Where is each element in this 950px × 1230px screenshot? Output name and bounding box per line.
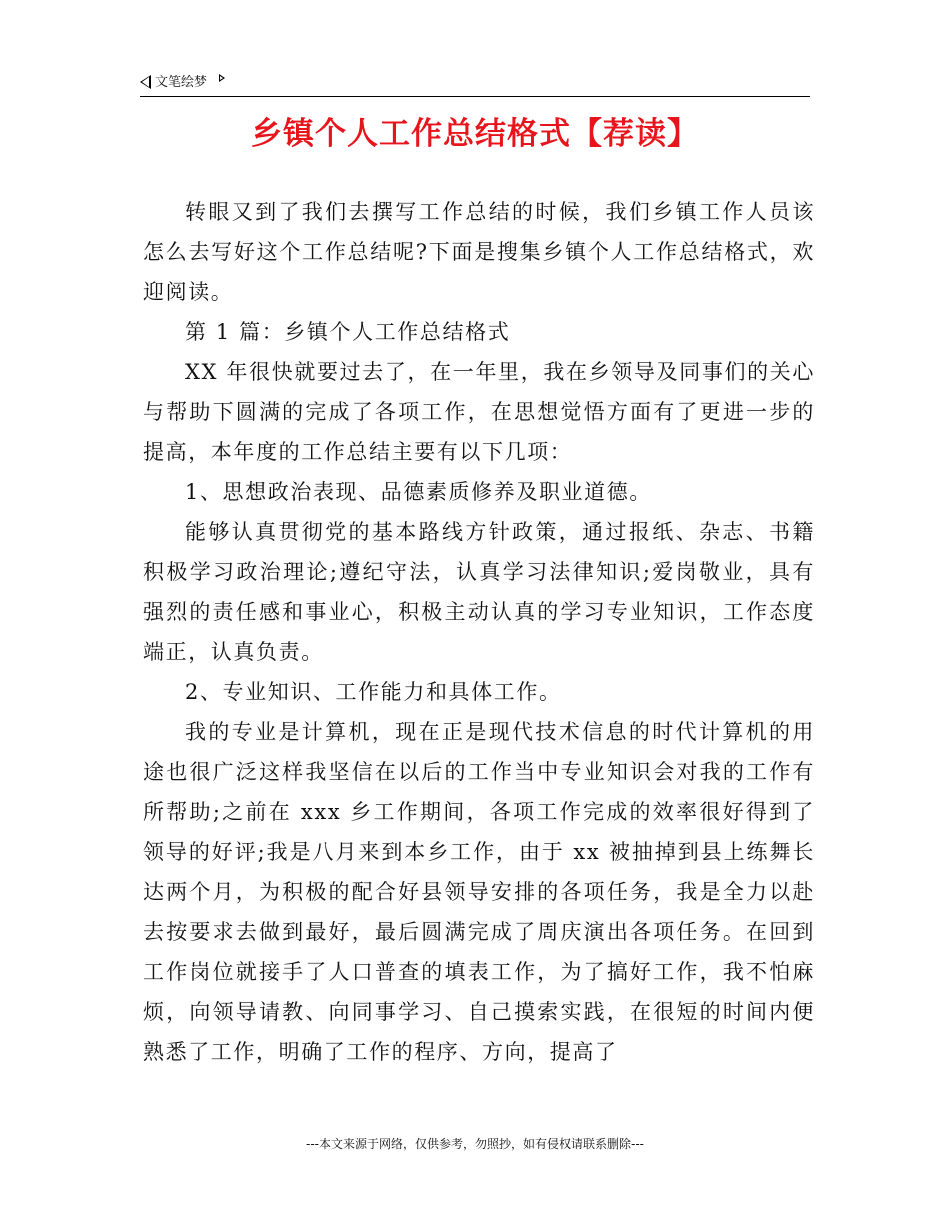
header-brand: 文笔绘梦 (155, 75, 208, 90)
triangle-left-icon (140, 75, 151, 89)
document-body (143, 192, 815, 1072)
paragraph: 我的专业是计算机，现在正是现代技术信息的时代计算机的用途也很广泛这样我坚信在以后的工作当中专业知识会对我的工作有所帮助;之前在 xxx 乡工作期间，各项工作完成的效率很好得到了领导的好评;我是八月来到本乡工作，由于 xx 被抽掉到县上练舞长达两个月，为积极的配合好县领导安排的各项任务，我是全力以赴去按要求去做到最好，最后圆满完成了周庆演出各项任务。在回到工作岗位就接手了人口普查的填表工作，为了搞好工作，我不怕麻烦，向领导请教、向同事学习、自己摸索实践，在很短的时间内便熟悉了工作，明确了工作的程序、方向，提高了 (143, 720, 815, 1064)
paragraph: XX 年很快就要过去了，在一年里，我在乡领导及同事们的关心与帮助下圆满的完成了各项工作，在思想觉悟方面有了更进一步的提高，本年度的工作总结主要有以下几项： (143, 360, 815, 464)
document-title: 乡镇个人工作总结格式【荐读】 (251, 116, 699, 152)
paragraph-intro: 转眼又到了我们去撰写工作总结的时候，我们乡镇工作人员该怎么去写好这个工作总结呢?下面是搜集乡镇个人工作总结格式，欢迎阅读。 (143, 200, 815, 304)
paragraph: 能够认真贯彻党的基本路线方针政策，通过报纸、杂志、书籍积极学习政治理论;遵纪守法，认真学习法律知识;爱岗敬业，具有强烈的责任感和事业心，积极主动认真的学习专业知识，工作态度端正，认真负责。 (143, 520, 815, 664)
triangle-right-icon (219, 74, 225, 82)
page-footer-disclaimer: ---本文来源于网络，仅供参考，勿照抄，如有侵权请联系删除--- (306, 1137, 644, 1151)
paragraph-subheading: 1、思想政治表现、品德素质修养及职业道德。 (185, 480, 652, 504)
page-header (140, 72, 810, 97)
paragraph-section-heading: 第 1 篇：乡镇个人工作总结格式 (185, 320, 511, 344)
paragraph-subheading: 2、专业知识、工作能力和具体工作。 (185, 680, 562, 704)
